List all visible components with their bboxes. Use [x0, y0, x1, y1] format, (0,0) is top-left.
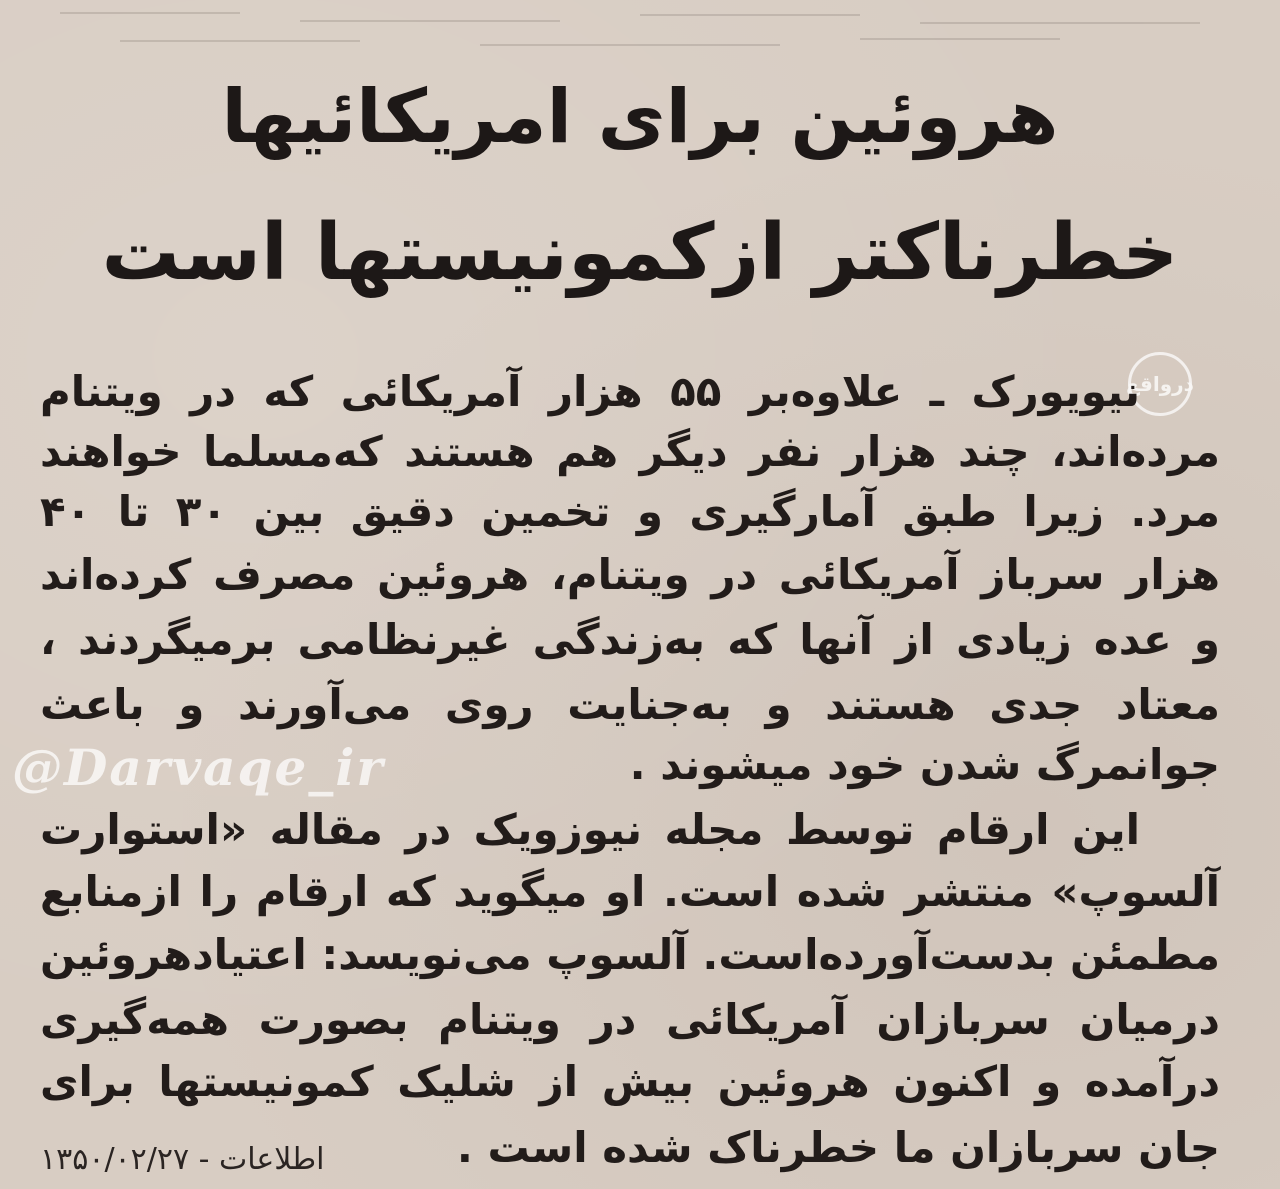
body-line-1: نیویورک ـ علاوه‌بر ۵۵ هزار آمریکائی که در ویتنام: [40, 367, 1140, 416]
body-line-5: و عده زیادی از آنها که به‌زندگی غیرنظامی برمیگردند ،: [40, 615, 1220, 664]
body-line-8: این ارقام توسط مجله نیوزویک در مقاله «استوارت: [40, 805, 1140, 854]
body-line-12: درآمده و اکنون هروئین بیش از شلیک کمونیستها برای: [40, 1057, 1220, 1106]
body-line-2: مرده‌اند، چند هزار نفر دیگر هم هستند که‌مسلما خواهند: [40, 427, 1220, 476]
headline-line-1: هروئین برای امریکائیها: [221, 74, 1059, 160]
body-line-7: جوانمرگ شدن خود میشوند .: [629, 740, 1220, 789]
headline-line-2: خطرناکتر ازکمونیستها است: [101, 208, 1179, 298]
body-line-3: مرد. زیرا طبق آمارگیری و تخمین دقیق بین ۳۰ تا ۴۰: [40, 487, 1220, 536]
bleed-through-text: [0, 0, 1280, 60]
body-line-11: درمیان سربازان آمریکائی در ویتنام بصورت همه‌گیری: [40, 995, 1220, 1044]
watermark-handle: @Darvaqe_ir: [12, 738, 385, 797]
body-line-4: هزار سرباز آمریکائی در ویتنام، هروئین مصرف کرده‌اند: [40, 550, 1220, 599]
body-line-13: جان سربازان ما خطرناک شده است .: [456, 1123, 1220, 1172]
body-line-9: آلسوپ» منتشر شده است. او میگوید که ارقام را ازمنابع: [40, 867, 1220, 916]
body-line-10: مطمئن بدست‌آورده‌است. آلسوپ می‌نویسد: اعتیادهروئین: [40, 930, 1220, 979]
body-line-6: معتاد جدی هستند و به‌جنایت روی می‌آورند و باعث: [40, 680, 1220, 729]
seal-text: درواقع: [1126, 372, 1194, 396]
source-citation: اطلاعات - ۱۳۵۰/۰۲/۲۷: [40, 1142, 325, 1177]
